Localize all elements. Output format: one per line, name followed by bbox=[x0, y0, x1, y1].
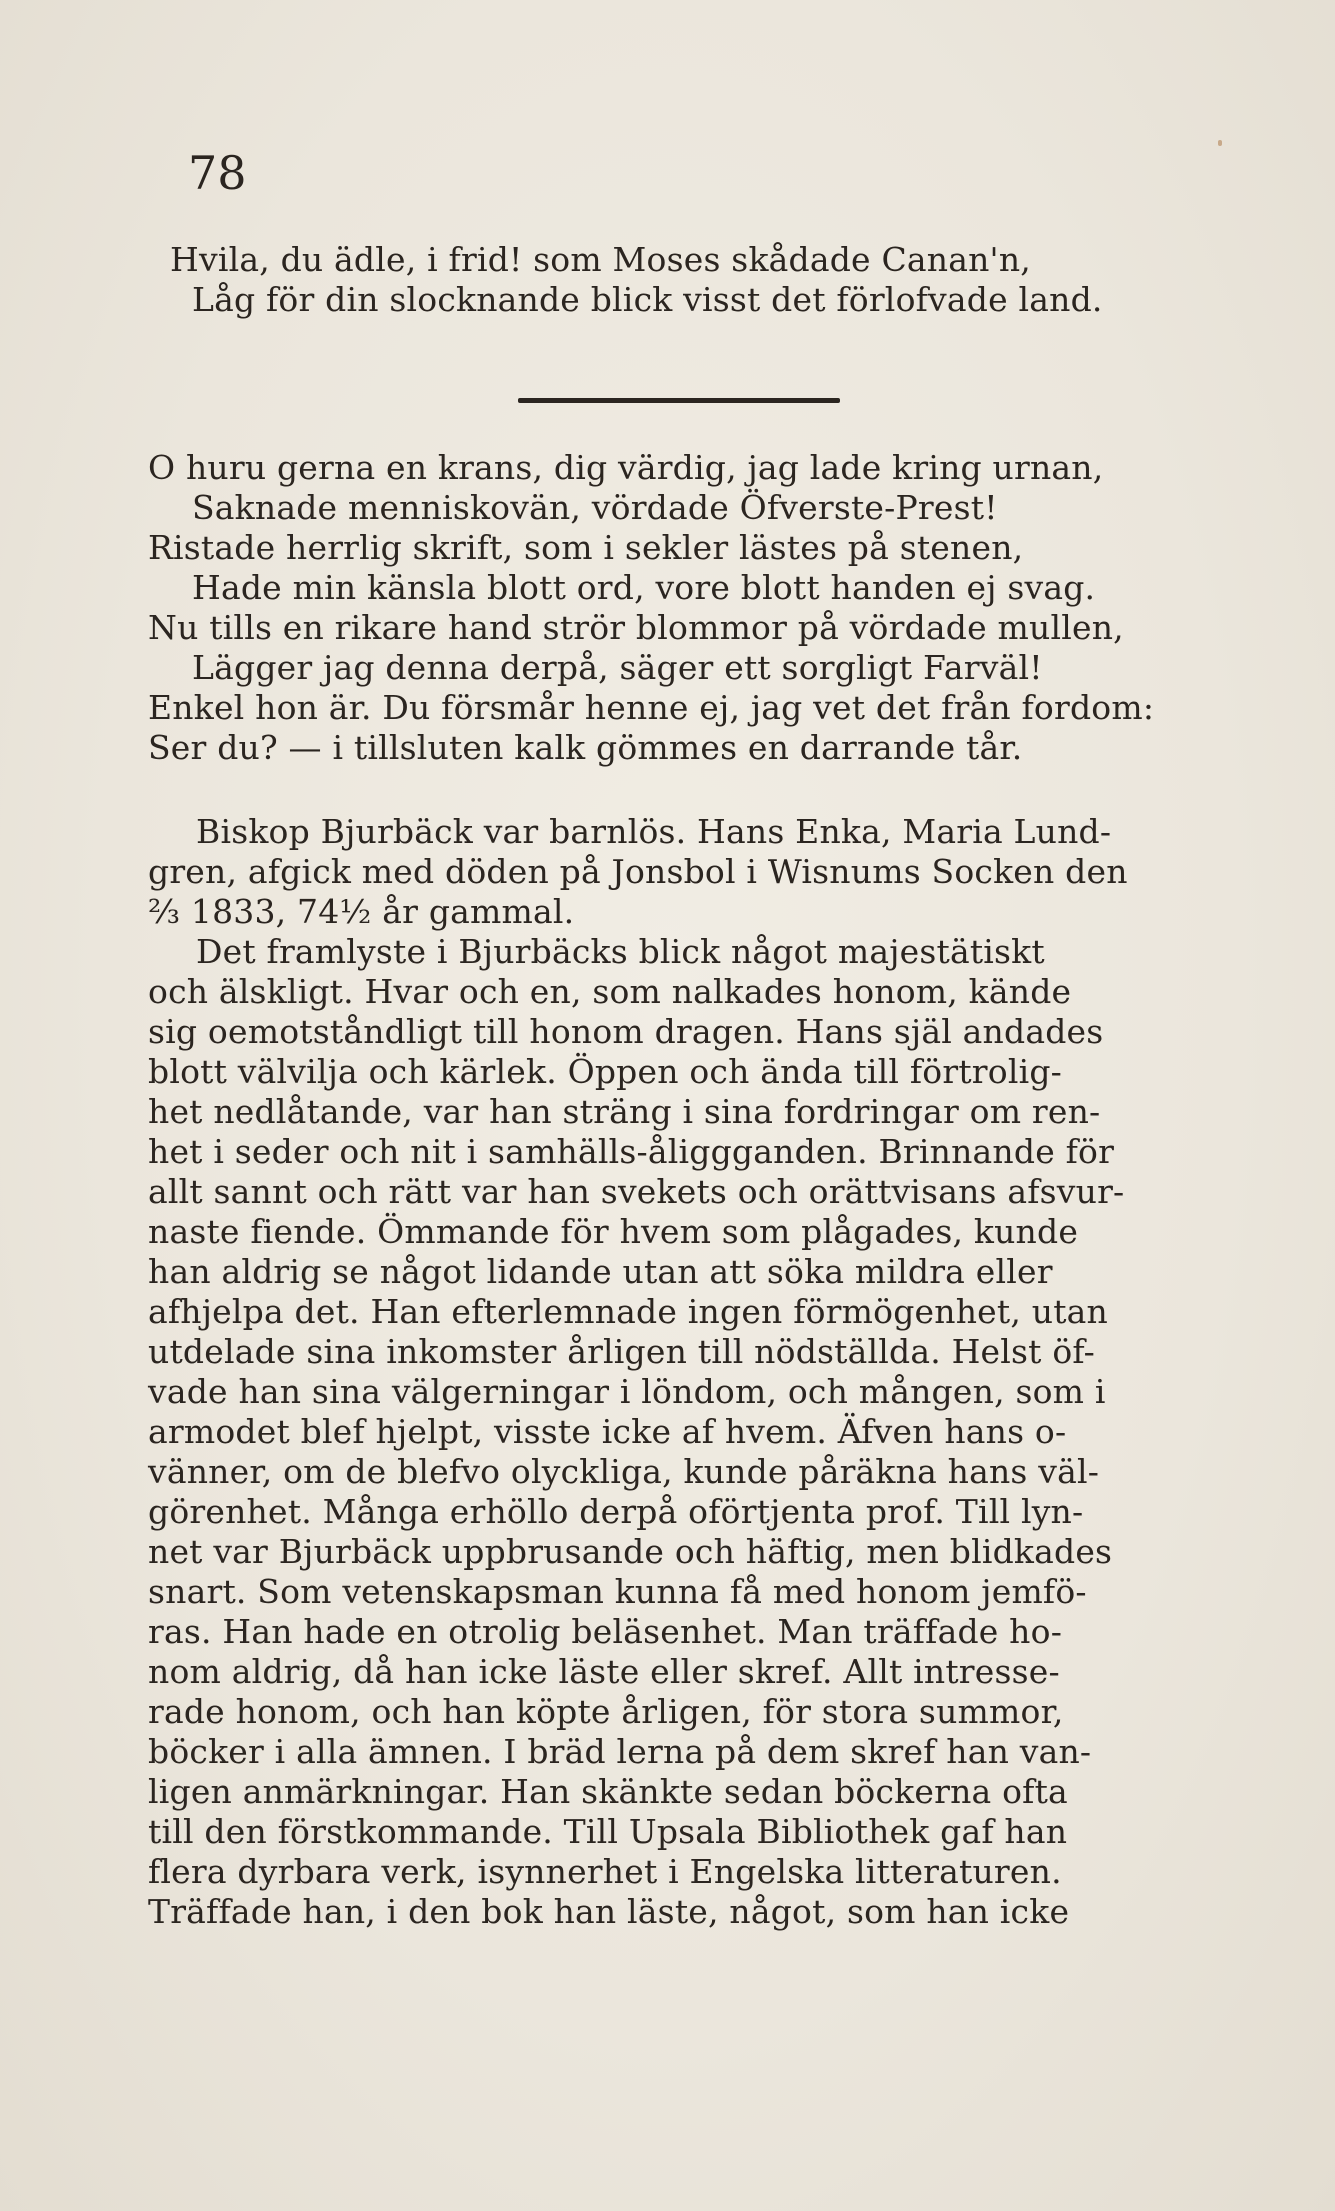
prose-line: ras. Han hade en otrolig beläsenhet. Man träffade ho- bbox=[148, 1612, 1063, 1651]
prose-line: net var Bjurbäck uppbrusande och häftig, men blidkades bbox=[148, 1532, 1113, 1571]
poem-line: Nu tills en rikare hand strör blommor på vördade mullen, bbox=[148, 608, 1124, 647]
poem-line: Saknade menniskovän, vördade Öfverste-Prest! bbox=[192, 488, 998, 527]
poem-line: Låg för din slocknande blick visst det förlofvade land. bbox=[192, 280, 1103, 319]
prose-line: flera dyrbara verk, isynnerhet i Engelska litteraturen. bbox=[148, 1852, 1062, 1891]
prose-line: ⅔ 1833, 74½ år gammal. bbox=[148, 892, 575, 931]
paper-speck bbox=[1218, 140, 1222, 146]
poem-line: Enkel hon är. Du försmår henne ej, jag vet det från fordom: bbox=[148, 688, 1155, 727]
prose-line: blott välvilja och kärlek. Öppen och ända till förtrolig- bbox=[148, 1052, 1063, 1091]
poem-line: Hade min känsla blott ord, vore blott handen ej svag. bbox=[192, 568, 1096, 607]
prose-line: het i seder och nit i samhälls-åliggganden. Brinnande för bbox=[148, 1132, 1115, 1171]
prose-line: rade honom, och han köpte årligen, för stora summor, bbox=[148, 1692, 1064, 1731]
prose-line: afhjelpa det. Han efterlemnade ingen förmögenhet, utan bbox=[148, 1292, 1108, 1331]
prose-line: Det framlyste i Bjurbäcks blick något majestätiskt bbox=[196, 932, 1045, 971]
poem-line: Lägger jag denna derpå, säger ett sorgligt Farväl! bbox=[192, 648, 1043, 687]
prose-line: Biskop Bjurbäck var barnlös. Hans Enka, Maria Lund- bbox=[196, 812, 1112, 851]
prose-line: och älskligt. Hvar och en, som nalkades honom, kände bbox=[148, 972, 1072, 1011]
prose-line: Träffade han, i den bok han läste, något, som han icke bbox=[148, 1892, 1070, 1931]
prose-line: görenhet. Många erhöllo derpå oförtjenta prof. Till lyn- bbox=[148, 1492, 1084, 1531]
poem-line: O huru gerna en krans, dig värdig, jag lade kring urnan, bbox=[148, 448, 1104, 487]
prose-line: het nedlåtande, var han sträng i sina fordringar om ren- bbox=[148, 1092, 1101, 1131]
prose-line: armodet blef hjelpt, visste icke af hvem. Äfven hans o- bbox=[148, 1412, 1067, 1451]
prose-line: utdelade sina inkomster årligen till nödställda. Helst öf- bbox=[148, 1332, 1095, 1371]
section-divider bbox=[518, 398, 840, 403]
prose-line: han aldrig se något lidande utan att söka mildra eller bbox=[148, 1252, 1053, 1291]
poem-line: Ristade herrlig skrift, som i sekler lästes på stenen, bbox=[148, 528, 1024, 567]
prose-line: sig oemotståndligt till honom dragen. Hans själ andades bbox=[148, 1012, 1104, 1051]
prose-line: gren, afgick med döden på Jonsbol i Wisnums Socken den bbox=[148, 852, 1128, 891]
prose-line: böcker i alla ämnen. I bräd lerna på dem skref han van- bbox=[148, 1732, 1092, 1771]
prose-line: allt sannt och rätt var han svekets och orättvisans afsvur- bbox=[148, 1172, 1125, 1211]
prose-line: naste fiende. Ömmande för hvem som plågades, kunde bbox=[148, 1212, 1079, 1251]
prose-line: vade han sina välgerningar i löndom, och mången, som i bbox=[148, 1372, 1106, 1411]
prose-line: nom aldrig, då han icke läste eller skref. Allt intresse- bbox=[148, 1652, 1060, 1691]
prose-line: snart. Som vetenskapsman kunna få med honom jemfö- bbox=[148, 1572, 1087, 1611]
page-number: 78 bbox=[188, 146, 247, 200]
prose-line: ligen anmärkningar. Han skänkte sedan böckerna ofta bbox=[148, 1772, 1068, 1811]
prose-line: vänner, om de blefvo olyckliga, kunde påräkna hans väl- bbox=[148, 1452, 1100, 1491]
poem-line: Hvila, du ädle, i frid! som Moses skådade Canan'n, bbox=[170, 240, 1031, 279]
prose-line: till den förstkommande. Till Upsala Bibliothek gaf han bbox=[148, 1812, 1068, 1851]
poem-line: Ser du? — i tillsluten kalk gömmes en darrande tår. bbox=[148, 728, 1023, 767]
